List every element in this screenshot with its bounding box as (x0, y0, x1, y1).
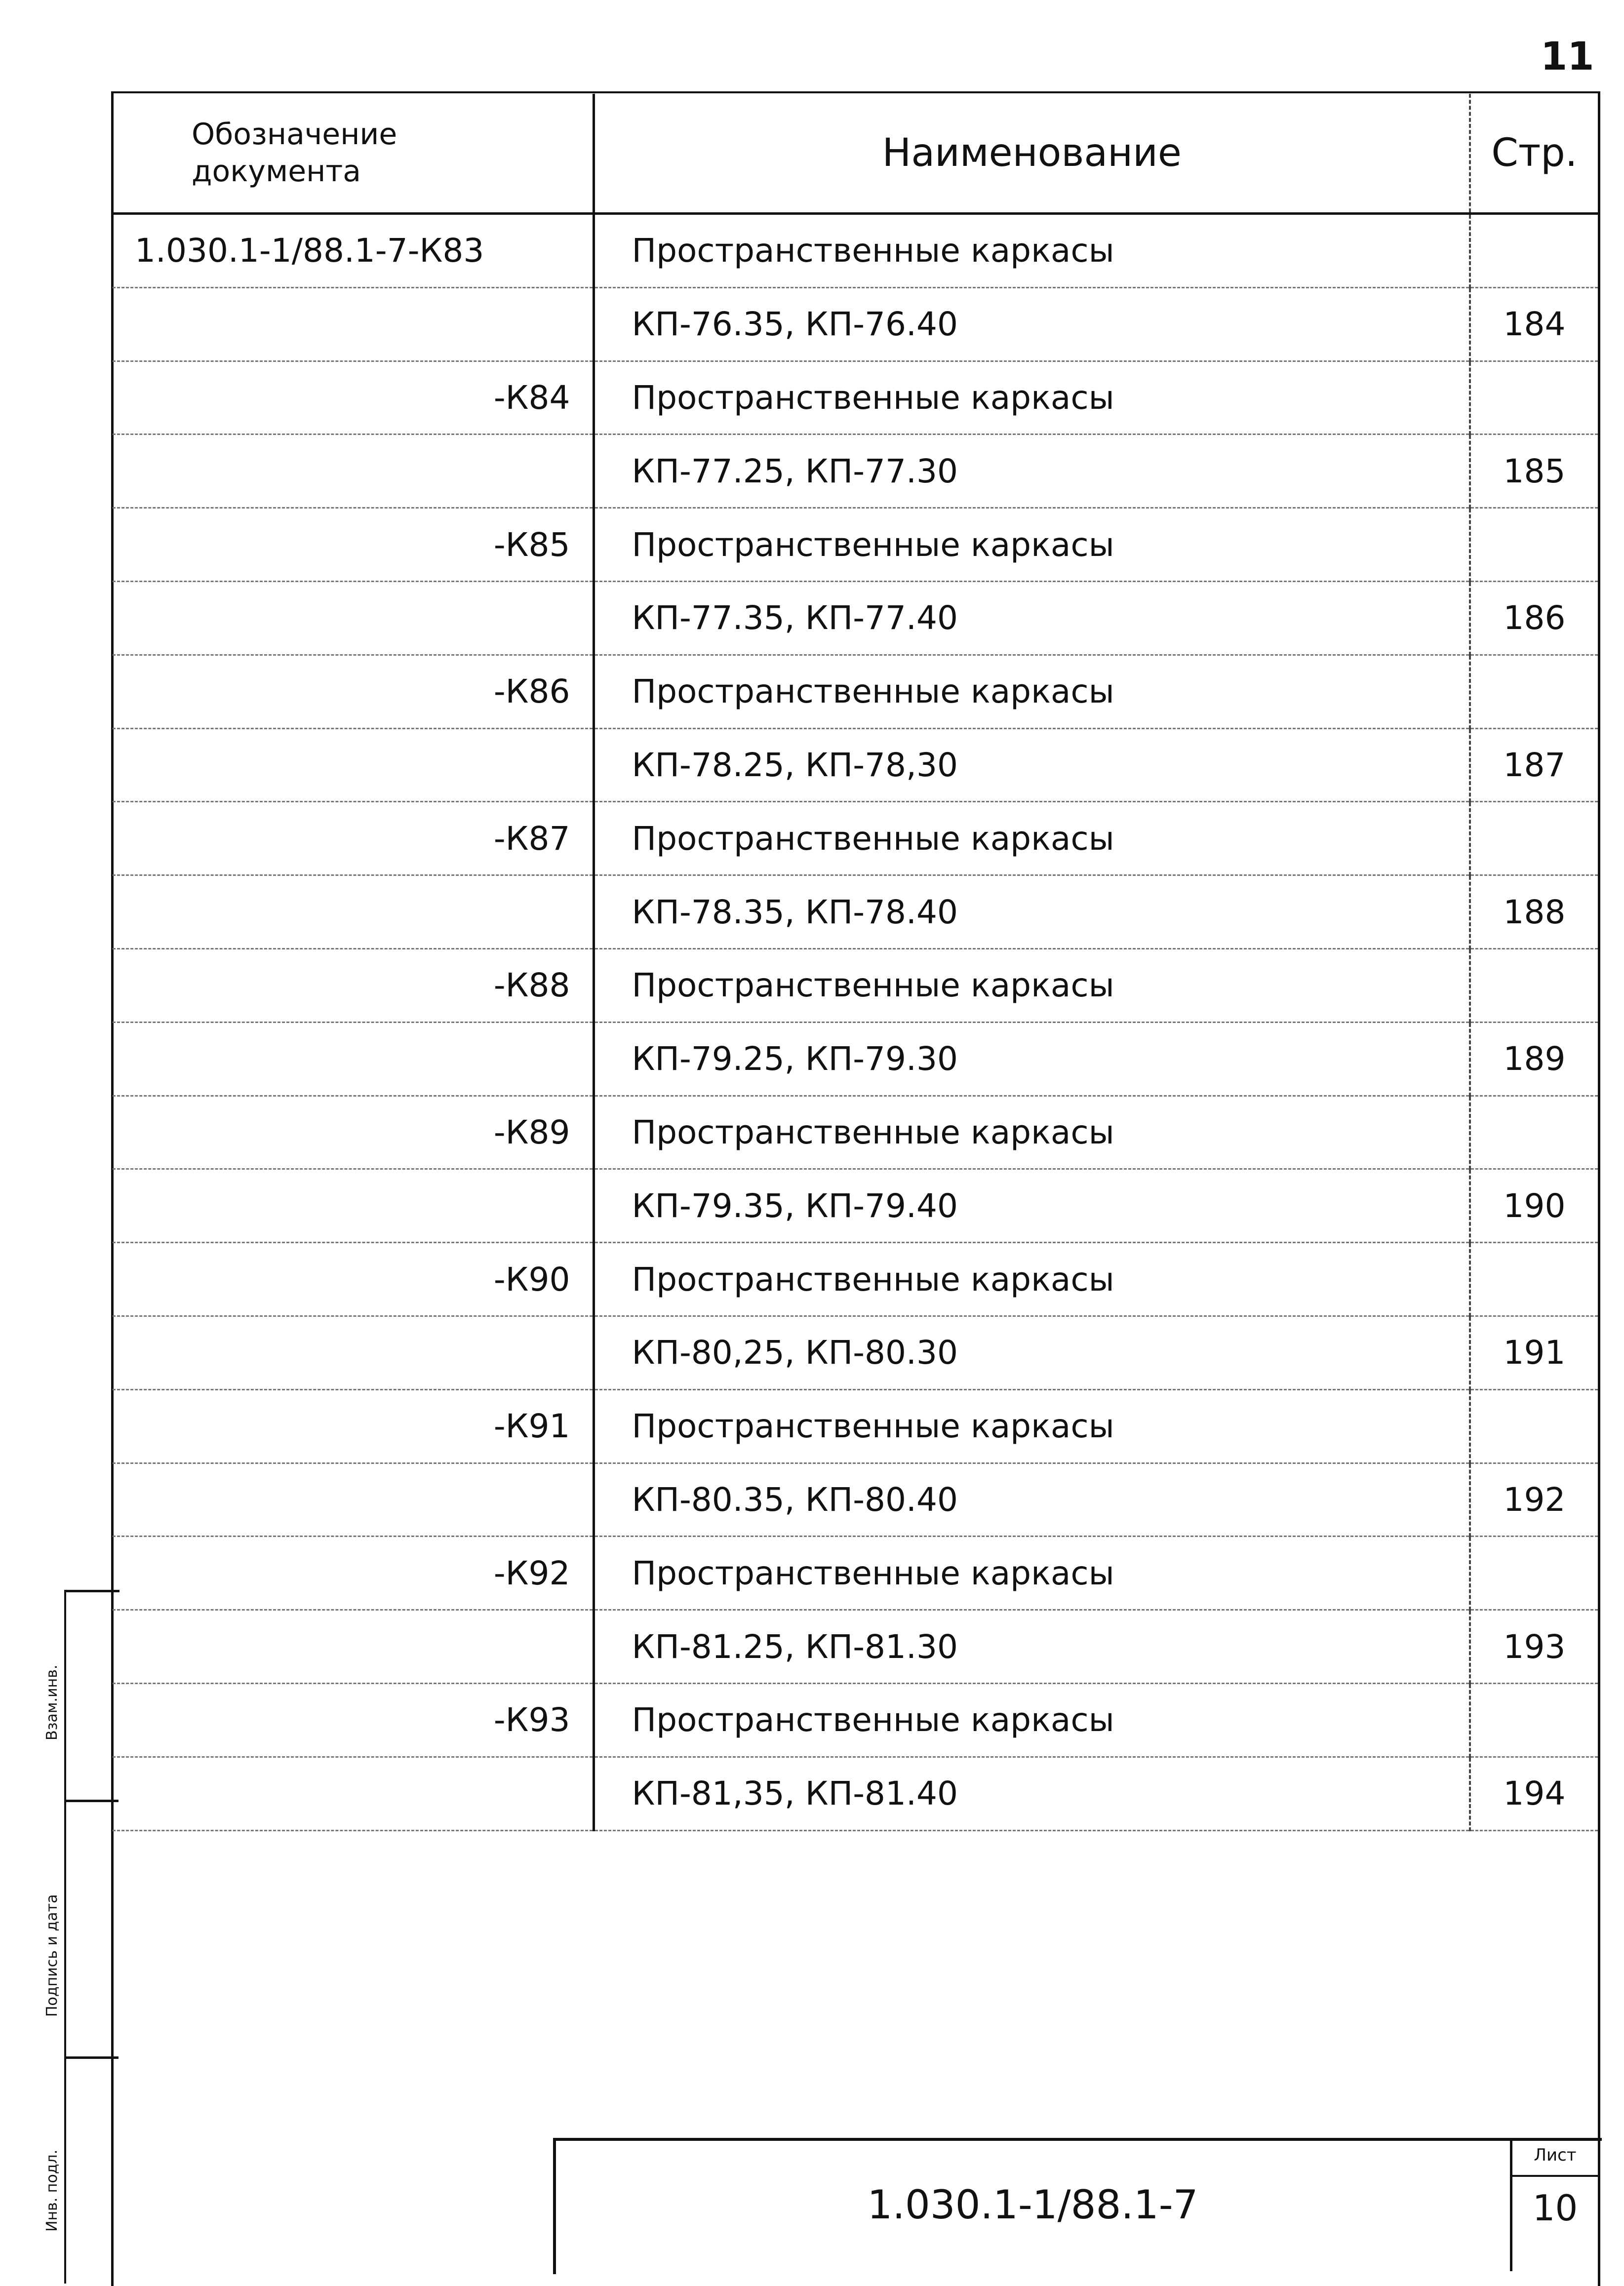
page-cell: 191 (1470, 1316, 1598, 1389)
table-row (113, 581, 1598, 655)
name-cell: Пространственные каркасы (594, 1096, 1470, 1169)
header-page: Стр. (1470, 94, 1598, 214)
designation-cell: -К92 (113, 1537, 594, 1610)
table-row (113, 948, 1598, 1022)
name-cell: КП-78.35, КП-78.40 (594, 875, 1470, 949)
page-number: 11 (1541, 35, 1594, 79)
page-cell: 189 (1470, 1022, 1598, 1096)
side-stamp (64, 1590, 119, 2284)
original-inv-label: Инв. подл. (43, 2149, 61, 2232)
name-cell: Пространственные каркасы (594, 1683, 1470, 1757)
designation-cell (113, 287, 594, 361)
designation-cell (113, 1169, 594, 1243)
name-cell: Пространственные каркасы (594, 655, 1470, 728)
page-cell (1470, 802, 1598, 875)
page-cell: 187 (1470, 728, 1598, 802)
name-cell: Пространственные каркасы (594, 802, 1470, 875)
page-cell (1470, 1096, 1598, 1169)
designation-cell (113, 434, 594, 508)
table-row (113, 728, 1598, 802)
name-cell: КП-80,25, КП-80.30 (594, 1316, 1470, 1389)
table-row (113, 1316, 1598, 1389)
table-row (113, 1169, 1598, 1243)
name-cell: КП-77.35, КП-77.40 (594, 581, 1470, 655)
title-block-document-code: 1.030.1-1/88.1-7 (867, 2181, 1198, 2228)
page-cell: 193 (1470, 1610, 1598, 1684)
designation-cell: 1.030.1-1/88.1-7-К83 (113, 214, 594, 288)
name-cell: КП-77.25, КП-77.30 (594, 434, 1470, 508)
name-cell: КП-78.25, КП-78,30 (594, 728, 1470, 802)
table-row (113, 1096, 1598, 1169)
signature-date-label: Подпись и дата (43, 1894, 61, 2017)
header-name: Наименование (594, 94, 1470, 214)
designation-cell: -К93 (113, 1683, 594, 1757)
table-row (113, 1537, 1598, 1610)
page-cell (1470, 214, 1598, 288)
name-cell: КП-81,35, КП-81.40 (594, 1757, 1470, 1830)
table-row (113, 508, 1598, 582)
page-cell: 185 (1470, 434, 1598, 508)
contents-table (113, 94, 1598, 1831)
table-row (113, 361, 1598, 434)
sheet-number: 10 (1532, 2187, 1578, 2229)
designation-cell: -К87 (113, 802, 594, 875)
name-cell: КП-80.35, КП-80.40 (594, 1463, 1470, 1537)
sheet-label: Лист (1534, 2145, 1577, 2165)
page-cell: 184 (1470, 287, 1598, 361)
designation-cell (113, 1463, 594, 1537)
name-cell: Пространственные каркасы (594, 1389, 1470, 1463)
header-designation (113, 94, 594, 214)
designation-cell (113, 1757, 594, 1830)
page-cell: 186 (1470, 581, 1598, 655)
page-cell (1470, 1389, 1598, 1463)
page-cell (1470, 1537, 1598, 1610)
table-row (113, 875, 1598, 949)
designation-cell (113, 875, 594, 949)
page-cell (1470, 361, 1598, 434)
name-cell: Пространственные каркасы (594, 1243, 1470, 1316)
designation-cell (113, 728, 594, 802)
designation-cell (113, 1610, 594, 1684)
table-header-row (113, 94, 1598, 214)
page-cell (1470, 655, 1598, 728)
table-row (113, 802, 1598, 875)
name-cell: Пространственные каркасы (594, 361, 1470, 434)
designation-cell: -К86 (113, 655, 594, 728)
designation-cell (113, 1316, 594, 1389)
name-cell: КП-76.35, КП-76.40 (594, 287, 1470, 361)
name-cell: КП-79.25, КП-79.30 (594, 1022, 1470, 1096)
table-row (113, 655, 1598, 728)
header-designation-line2: документа (192, 154, 361, 189)
name-cell: Пространственные каркасы (594, 214, 1470, 288)
table-row (113, 214, 1598, 288)
name-cell: Пространственные каркасы (594, 508, 1470, 582)
page-cell (1470, 1683, 1598, 1757)
replace-inv-label: Взам.инв. (43, 1664, 61, 1740)
side-stamp-divider (64, 2056, 119, 2059)
table-row (113, 1683, 1598, 1757)
table-row (113, 1022, 1598, 1096)
table-row (113, 1243, 1598, 1316)
sheet-divider (1512, 2175, 1598, 2177)
table-row (113, 434, 1598, 508)
page-cell: 190 (1470, 1169, 1598, 1243)
designation-cell: -К91 (113, 1389, 594, 1463)
table-row (113, 1757, 1598, 1830)
page-cell: 188 (1470, 875, 1598, 949)
name-cell: КП-79.35, КП-79.40 (594, 1169, 1470, 1243)
frame-right-border (1598, 91, 1600, 2286)
side-stamp-divider (64, 1800, 119, 1802)
page-cell (1470, 948, 1598, 1022)
page-cell: 192 (1470, 1463, 1598, 1537)
designation-cell: -К89 (113, 1096, 594, 1169)
designation-cell (113, 581, 594, 655)
designation-cell (113, 1022, 594, 1096)
page-cell (1470, 508, 1598, 582)
name-cell: Пространственные каркасы (594, 948, 1470, 1022)
designation-cell: -К84 (113, 361, 594, 434)
name-cell: Пространственные каркасы (594, 1537, 1470, 1610)
designation-cell: -К88 (113, 948, 594, 1022)
table-row (113, 1610, 1598, 1684)
table-row (113, 1463, 1598, 1537)
page-cell: 194 (1470, 1757, 1598, 1830)
table-body (113, 214, 1598, 1831)
designation-cell: -К85 (113, 508, 594, 582)
table-row (113, 287, 1598, 361)
table-row (113, 1389, 1598, 1463)
frame-top-border (111, 91, 1600, 93)
designation-cell: -К90 (113, 1243, 594, 1316)
name-cell: КП-81.25, КП-81.30 (594, 1610, 1470, 1684)
page-cell (1470, 1243, 1598, 1316)
header-designation-line1: Обозначение (192, 117, 397, 152)
